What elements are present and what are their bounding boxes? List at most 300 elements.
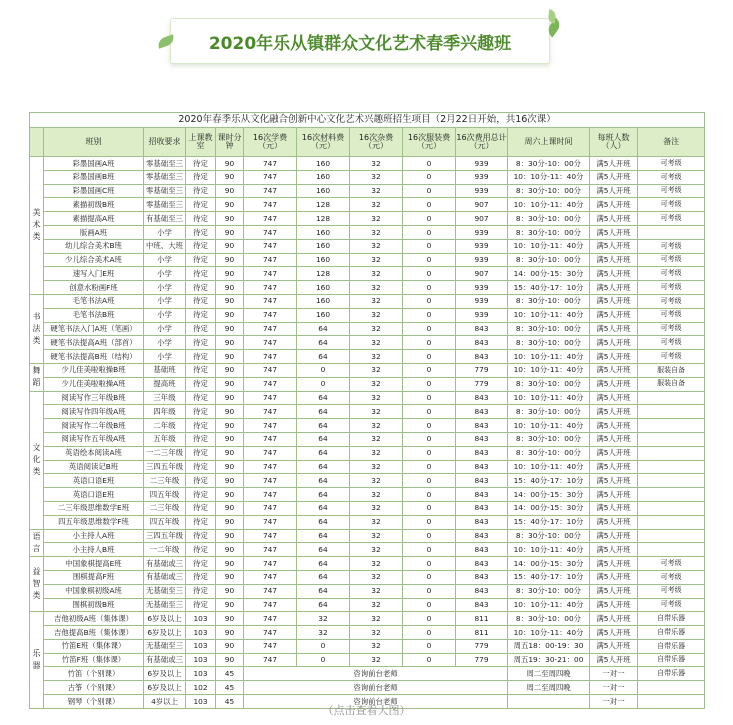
table-cell: 747: [244, 529, 297, 543]
table-cell: 少儿综合美术A班: [44, 253, 144, 267]
table-row: [30, 681, 705, 695]
table-cell: 满5人开班: [590, 198, 638, 212]
table-cell: 可考级: [638, 212, 705, 226]
table-cell: 90: [216, 157, 244, 171]
table-cell: 779: [456, 363, 508, 377]
table-cell: 10：10分-11：40分: [508, 363, 590, 377]
table-cell: 幼儿综合美术B班: [44, 239, 144, 253]
table-cell: 64: [297, 405, 350, 419]
table-cell: 小学: [144, 253, 186, 267]
table-cell: 0: [403, 653, 456, 667]
table-cell: 硬笔书法提高B班（结构）: [44, 350, 144, 364]
table-cell: 0: [403, 294, 456, 308]
table-cell: 32: [350, 419, 403, 433]
table-cell: 90: [216, 184, 244, 198]
table-cell: 160: [297, 308, 350, 322]
table-cell: 103: [186, 667, 216, 681]
table-cell: 747: [244, 460, 297, 474]
table-cell: 90: [216, 198, 244, 212]
table-cell: [638, 460, 705, 474]
table-cell: 64: [297, 322, 350, 336]
leaf-icon: [156, 34, 176, 49]
table-cell: 0: [403, 322, 456, 336]
table-cell: 满5人开班: [590, 170, 638, 184]
table-cell: 90: [216, 377, 244, 391]
table-cell: 10：10分-11：40分: [508, 626, 590, 640]
table-cell: 小主持人B班: [44, 543, 144, 557]
table-cell: 0: [403, 584, 456, 598]
table-cell: 90: [216, 501, 244, 515]
table-cell: 8：30分-10：00分: [508, 584, 590, 598]
table-cell: 可考级: [638, 157, 705, 171]
table-cell: 747: [244, 639, 297, 653]
table-cell: 8：30分-10：00分: [508, 157, 590, 171]
category-cell: 文化类: [30, 391, 44, 529]
table-cell: 843: [456, 460, 508, 474]
table-cell: 843: [456, 405, 508, 419]
table-cell: 747: [244, 515, 297, 529]
table-cell: 满5人开班: [590, 584, 638, 598]
table-cell: 15：40分-17：10分: [508, 570, 590, 584]
table-cell: 0: [403, 336, 456, 350]
table-cell: 满5人开班: [590, 267, 638, 281]
table-cell: 待定: [186, 253, 216, 267]
table-cell: 周二至周四晚: [508, 667, 590, 681]
table-row: [30, 446, 705, 460]
table-cell: [638, 515, 705, 529]
table-row: [30, 281, 705, 295]
table-cell: 可考级: [638, 239, 705, 253]
table-cell: 90: [216, 391, 244, 405]
table-cell: 939: [456, 253, 508, 267]
table-cell: 32: [350, 391, 403, 405]
table-cell: 满5人开班: [590, 446, 638, 460]
table-cell: 一二年级: [144, 543, 186, 557]
table-cell: 8：30分-10：00分: [508, 212, 590, 226]
table-cell: 0: [403, 612, 456, 626]
category-cell: 乐器: [30, 612, 44, 709]
schedule-table: [29, 112, 705, 709]
table-cell: 可考级: [638, 598, 705, 612]
table-row: [30, 626, 705, 640]
table-cell: 64: [297, 488, 350, 502]
table-cell: 彩墨国画B班: [44, 170, 144, 184]
table-cell: 90: [216, 267, 244, 281]
table-cell: 0: [297, 377, 350, 391]
table-cell: 32: [350, 488, 403, 502]
table-cell: 10：10分-11：40分: [508, 543, 590, 557]
table-cell: 0: [403, 391, 456, 405]
table-cell: 待定: [186, 225, 216, 239]
table-cell: 843: [456, 322, 508, 336]
table-cell: 90: [216, 529, 244, 543]
table-cell: 907: [456, 198, 508, 212]
table-cell: 0: [403, 267, 456, 281]
category-cell: 美术类: [30, 157, 44, 295]
table-cell: 103: [186, 695, 216, 709]
table-cell: 32: [350, 474, 403, 488]
table-cell: 45: [216, 695, 244, 709]
table-cell: 10：10分-11：40分: [508, 170, 590, 184]
table-cell: [638, 446, 705, 460]
table-cell: [638, 543, 705, 557]
table-cell: 939: [456, 225, 508, 239]
table-cell: 小学: [144, 322, 186, 336]
table-cell: 零基础至三: [144, 157, 186, 171]
column-header: 招收要求: [144, 128, 186, 157]
table-cell: 0: [403, 184, 456, 198]
table-cell: 满5人开班: [590, 653, 638, 667]
table-cell: 可考级: [638, 294, 705, 308]
table-cell: 待定: [186, 391, 216, 405]
table-cell: 32: [350, 170, 403, 184]
table-cell: 747: [244, 474, 297, 488]
table-cell: [638, 419, 705, 433]
table-cell: [638, 391, 705, 405]
table-cell: 843: [456, 391, 508, 405]
table-cell: 64: [297, 584, 350, 598]
table-cell: 10：10分-11：40分: [508, 419, 590, 433]
table-cell: 32: [350, 363, 403, 377]
table-cell: 747: [244, 253, 297, 267]
table-cell: 四五年级: [144, 515, 186, 529]
table-cell: 中班、大班: [144, 239, 186, 253]
table-cell: 843: [456, 543, 508, 557]
table-cell: 64: [297, 474, 350, 488]
table-cell: 32: [350, 584, 403, 598]
table-cell: 阅读写作五年级A班: [44, 432, 144, 446]
table-cell: 有基础或三: [144, 557, 186, 571]
table-cell: 三四五年级: [144, 529, 186, 543]
table-cell: 90: [216, 557, 244, 571]
category-cell: 舞蹈: [30, 363, 44, 391]
table-cell: 满5人开班: [590, 350, 638, 364]
schedule-table-image[interactable]: [29, 112, 704, 706]
table-cell: 可考级: [638, 557, 705, 571]
table-cell: 英语口语E班: [44, 474, 144, 488]
table-cell: 二年级: [144, 419, 186, 433]
table-cell: 待定: [186, 336, 216, 350]
table-cell: 咨询前台老师: [244, 667, 508, 681]
table-cell: 0: [403, 170, 456, 184]
table-cell: 0: [403, 405, 456, 419]
table-cell: 硬笔书法提高A班（部首）: [44, 336, 144, 350]
table-cell: 待定: [186, 419, 216, 433]
table-cell: 满5人开班: [590, 322, 638, 336]
table-cell: 747: [244, 225, 297, 239]
table-cell: 160: [297, 184, 350, 198]
table-cell: 32: [350, 350, 403, 364]
table-cell: 满5人开班: [590, 184, 638, 198]
table-cell: 小学: [144, 281, 186, 295]
table-cell: 747: [244, 626, 297, 640]
table-cell: 竹笛F班（集体课）: [44, 653, 144, 667]
table-cell: 939: [456, 184, 508, 198]
table-cell: 创意水粉画F班: [44, 281, 144, 295]
table-row: [30, 267, 705, 281]
table-cell: 吉他初级A班（集体课）: [44, 612, 144, 626]
table-cell: 可考级: [638, 336, 705, 350]
table-row: [30, 501, 705, 515]
table-cell: 周五19：30-21：00: [508, 653, 590, 667]
table-cell: 907: [456, 267, 508, 281]
table-cell: 满5人开班: [590, 391, 638, 405]
table-cell: 0: [403, 419, 456, 433]
table-cell: 15：40分-17：10分: [508, 281, 590, 295]
table-cell: 周五18：00-19：30: [508, 639, 590, 653]
table-cell: 64: [297, 336, 350, 350]
table-cell: 747: [244, 446, 297, 460]
column-header: 周六上课时间: [508, 128, 590, 157]
table-cell: 747: [244, 198, 297, 212]
table-cell: 0: [403, 460, 456, 474]
table-cell: 747: [244, 267, 297, 281]
table-cell: 竹笛E班（集体课）: [44, 639, 144, 653]
table-cell: 待定: [186, 281, 216, 295]
table-cell: 0: [403, 350, 456, 364]
column-header: 班别: [44, 128, 144, 157]
banner-title: 2020年乐从镇群众文化艺术春季兴趣班: [208, 33, 512, 54]
table-cell: 32: [350, 308, 403, 322]
table-cell: 747: [244, 350, 297, 364]
table-row: [30, 405, 705, 419]
table-cell: 747: [244, 322, 297, 336]
table-cell: 90: [216, 308, 244, 322]
table-cell: 五年级: [144, 432, 186, 446]
table-cell: 160: [297, 294, 350, 308]
table-cell: 843: [456, 570, 508, 584]
table-cell: 0: [403, 225, 456, 239]
table-cell: 10：10分-11：40分: [508, 239, 590, 253]
table-cell: 10：10分-11：40分: [508, 308, 590, 322]
table-row: [30, 460, 705, 474]
table-cell: 90: [216, 281, 244, 295]
table-cell: 90: [216, 626, 244, 640]
table-cell: 0: [403, 239, 456, 253]
table-cell: 747: [244, 239, 297, 253]
table-cell: 自带乐器: [638, 639, 705, 653]
table-cell: 零基础至三: [144, 184, 186, 198]
table-cell: [638, 501, 705, 515]
table-cell: 939: [456, 294, 508, 308]
table-cell: 14：00分-15：30分: [508, 501, 590, 515]
table-cell: [638, 432, 705, 446]
view-large-link[interactable]: （点击查看大图）: [322, 704, 411, 717]
category-cell: 书法类: [30, 294, 44, 363]
table-cell: 服装自备: [638, 363, 705, 377]
table-cell: 满5人开班: [590, 239, 638, 253]
table-cell: 英语口语E班: [44, 488, 144, 502]
table-row: [30, 667, 705, 681]
table-cell: 三年级: [144, 391, 186, 405]
table-cell: 二三年级思维数学E班: [44, 501, 144, 515]
table-cell: 102: [186, 681, 216, 695]
table-cell: 747: [244, 336, 297, 350]
table-cell: 90: [216, 460, 244, 474]
table-row: [30, 184, 705, 198]
table-cell: 待定: [186, 377, 216, 391]
table-cell: 6岁及以上: [144, 612, 186, 626]
table-cell: 939: [456, 239, 508, 253]
table-cell: 阅读写作四年级A班: [44, 405, 144, 419]
table-cell: 747: [244, 570, 297, 584]
table-cell: 一对一: [590, 681, 638, 695]
table-cell: 747: [244, 377, 297, 391]
table-cell: 90: [216, 639, 244, 653]
table-cell: 自带乐器: [638, 612, 705, 626]
table-cell: 满5人开班: [590, 212, 638, 226]
table-cell: 0: [403, 598, 456, 612]
table-cell: 45: [216, 667, 244, 681]
table-cell: 843: [456, 529, 508, 543]
table-cell: 32: [350, 529, 403, 543]
table-row: [30, 612, 705, 626]
table-cell: 64: [297, 570, 350, 584]
table-cell: 0: [403, 446, 456, 460]
table-cell: 可考级: [638, 184, 705, 198]
table-cell: 747: [244, 212, 297, 226]
table-cell: 毛笔书法B班: [44, 308, 144, 322]
table-cell: 747: [244, 157, 297, 171]
table-cell: 747: [244, 405, 297, 419]
table-cell: 小学: [144, 308, 186, 322]
table-cell: 939: [456, 308, 508, 322]
table-cell: 6岁及以上: [144, 626, 186, 640]
table-cell: 64: [297, 515, 350, 529]
table-cell: 一二三年级: [144, 446, 186, 460]
table-cell: 0: [403, 212, 456, 226]
table-cell: 8：30分-10：00分: [508, 253, 590, 267]
table-cell: 843: [456, 584, 508, 598]
table-cell: 待定: [186, 350, 216, 364]
table-cell: 待定: [186, 460, 216, 474]
column-header: 16次学费（元）: [244, 128, 297, 157]
table-cell: 32: [350, 322, 403, 336]
table-row: [30, 253, 705, 267]
table-cell: 0: [403, 488, 456, 502]
table-cell: 有基础至三: [144, 212, 186, 226]
page-banner: [170, 18, 550, 64]
table-cell: 8：30分-10：00分: [508, 336, 590, 350]
table-cell: 90: [216, 336, 244, 350]
table-cell: 32: [350, 460, 403, 474]
table-cell: 咨询前台老师: [244, 681, 508, 695]
table-cell: 747: [244, 308, 297, 322]
table-cell: 8：30分-10：00分: [508, 432, 590, 446]
table-cell: 64: [297, 391, 350, 405]
table-cell: 待定: [186, 446, 216, 460]
table-cell: 8：30分-10：00分: [508, 225, 590, 239]
table-cell: 747: [244, 653, 297, 667]
table-cell: 103: [186, 612, 216, 626]
table-cell: 8：30分-10：00分: [508, 322, 590, 336]
table-cell: 素描初级B班: [44, 198, 144, 212]
table-cell: 32: [350, 184, 403, 198]
table-row: [30, 377, 705, 391]
table-cell: 满5人开班: [590, 474, 638, 488]
table-cell: 103: [186, 639, 216, 653]
table-cell: 满5人开班: [590, 626, 638, 640]
table-cell: 中国象棋提高E班: [44, 557, 144, 571]
table-cell: 747: [244, 281, 297, 295]
table-cell: 32: [350, 612, 403, 626]
table-cell: 32: [350, 267, 403, 281]
table-cell: 32: [350, 281, 403, 295]
table-row: [30, 294, 705, 308]
table-cell: 90: [216, 253, 244, 267]
table-cell: 160: [297, 225, 350, 239]
table-cell: 64: [297, 543, 350, 557]
table-cell: 90: [216, 322, 244, 336]
table-cell: 843: [456, 474, 508, 488]
table-cell: 钢琴（个别课）: [44, 695, 144, 709]
table-cell: 可考级: [638, 267, 705, 281]
table-cell: 二三年级: [144, 501, 186, 515]
table-cell: 747: [244, 584, 297, 598]
table-cell: 64: [297, 419, 350, 433]
table-row: [30, 543, 705, 557]
column-header: 上课教室: [186, 128, 216, 157]
table-cell: 满5人开班: [590, 336, 638, 350]
table-cell: [638, 488, 705, 502]
table-cell: 0: [403, 363, 456, 377]
table-cell: 64: [297, 460, 350, 474]
table-cell: 四年级: [144, 405, 186, 419]
table-cell: 32: [297, 612, 350, 626]
table-cell: 747: [244, 184, 297, 198]
table-cell: 32: [350, 570, 403, 584]
table-cell: 有基础或三: [144, 653, 186, 667]
table-row: [30, 515, 705, 529]
table-cell: 一对一: [590, 695, 638, 709]
table-cell: 843: [456, 501, 508, 515]
table-cell: 10：10分-11：40分: [508, 198, 590, 212]
table-cell: 90: [216, 405, 244, 419]
table-cell: 128: [297, 198, 350, 212]
table-cell: 747: [244, 391, 297, 405]
table-cell: 0: [403, 281, 456, 295]
table-cell: 满5人开班: [590, 557, 638, 571]
table-cell: 满5人开班: [590, 225, 638, 239]
table-cell: 0: [403, 543, 456, 557]
table-cell: 待定: [186, 294, 216, 308]
table-cell: 古筝（个别课）: [44, 681, 144, 695]
table-cell: 四五年级: [144, 488, 186, 502]
table-cell: 843: [456, 336, 508, 350]
table-cell: 可考级: [638, 350, 705, 364]
table-cell: 6岁及以上: [144, 681, 186, 695]
table-cell: 32: [350, 653, 403, 667]
table-cell: 843: [456, 350, 508, 364]
table-cell: 满5人开班: [590, 543, 638, 557]
table-cell: 32: [350, 198, 403, 212]
table-cell: 0: [403, 198, 456, 212]
table-cell: 747: [244, 543, 297, 557]
table-cell: 可考级: [638, 570, 705, 584]
table-cell: [638, 474, 705, 488]
table-cell: 64: [297, 432, 350, 446]
table-cell: 747: [244, 294, 297, 308]
table-cell: 0: [403, 515, 456, 529]
table-cell: 素描提高A班: [44, 212, 144, 226]
table-cell: 0: [403, 157, 456, 171]
table-cell: 待定: [186, 405, 216, 419]
table-cell: 32: [350, 626, 403, 640]
table-row: [30, 419, 705, 433]
table-cell: 0: [403, 253, 456, 267]
category-cell: 益智类: [30, 557, 44, 612]
table-cell: 64: [297, 557, 350, 571]
